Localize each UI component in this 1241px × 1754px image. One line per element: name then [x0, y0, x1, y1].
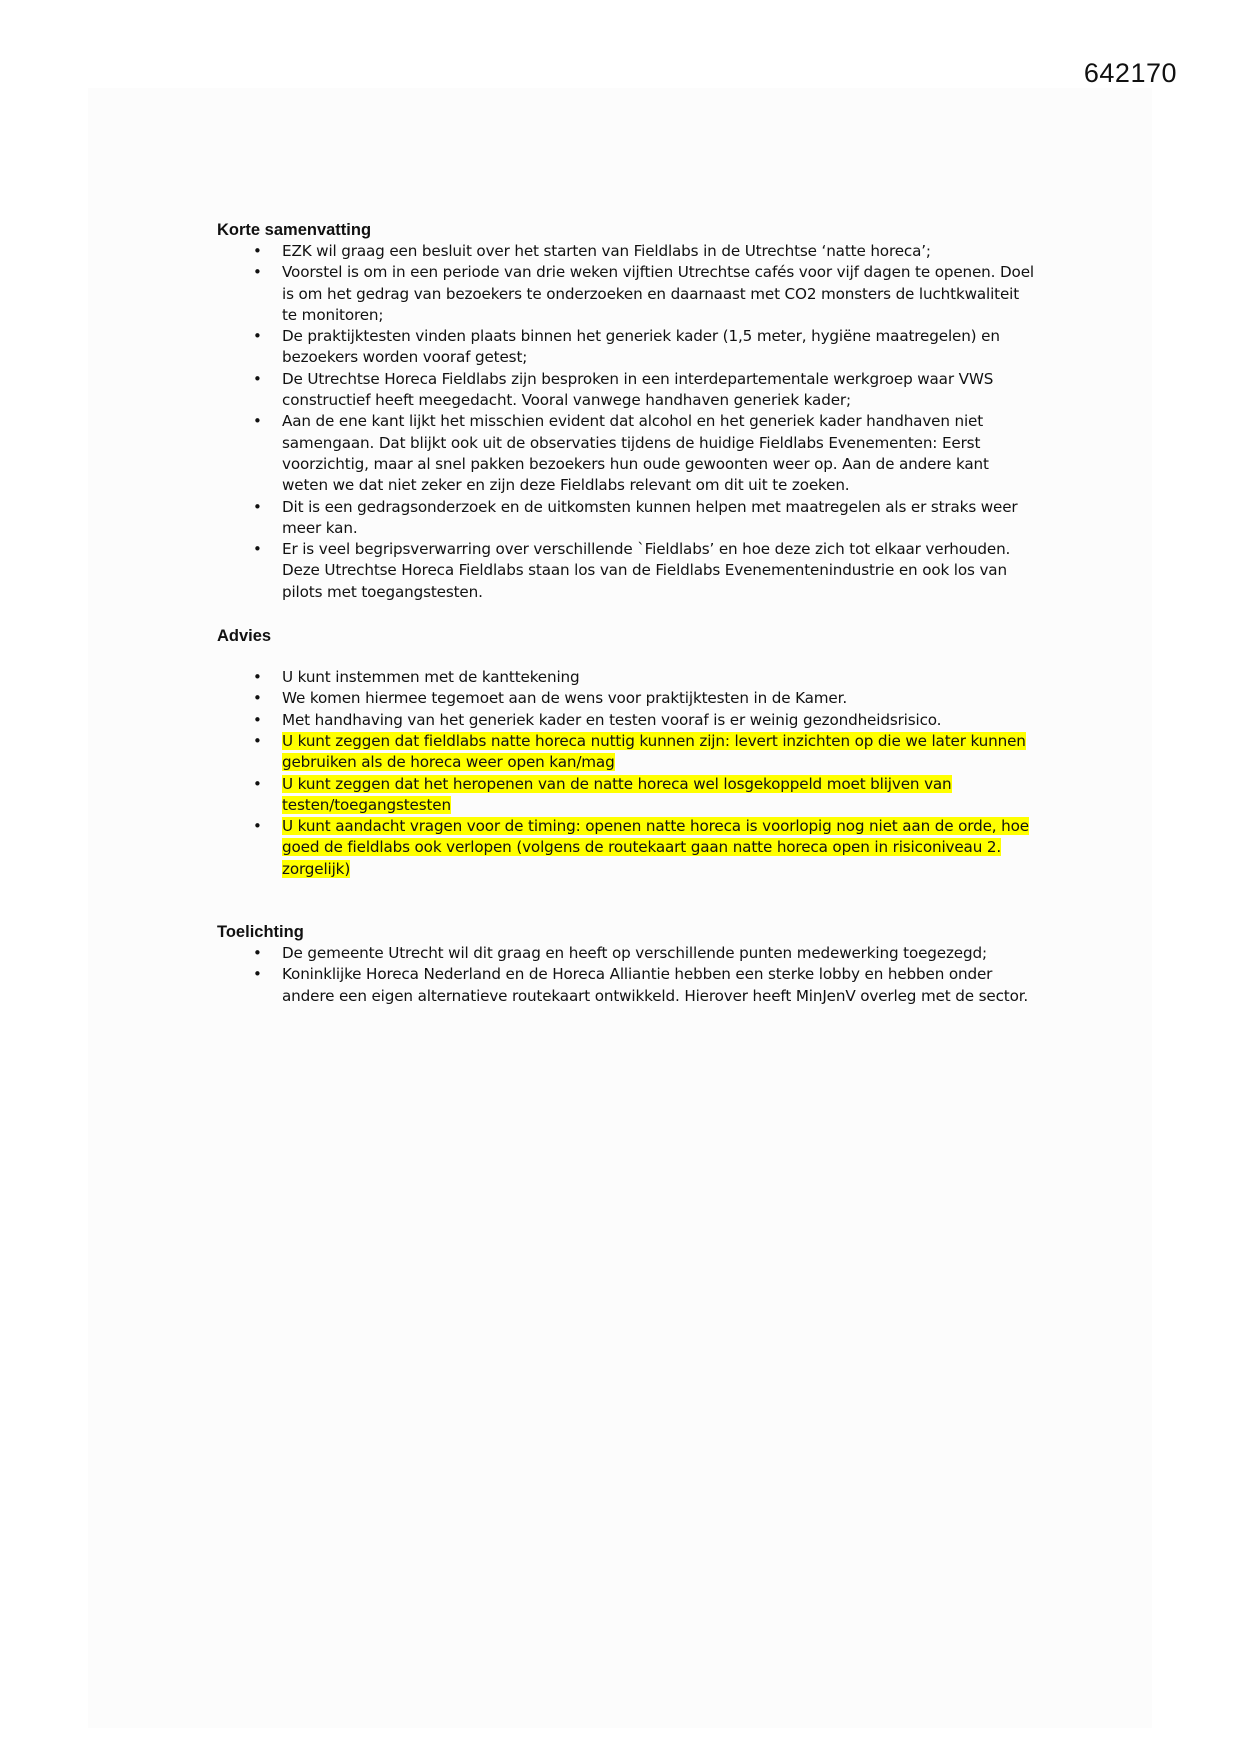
list-item-text: We komen hiermee tegemoet aan de wens voor praktijktesten in de Kamer. — [282, 689, 847, 708]
highlighted-text: U kunt aandacht vragen voor de timing: openen natte horeca is voorlopig nog niet aan de orde, hoe goed de fieldlabs ook verlopen (volgens de routekaart gaan natte horeca open in risiconiveau 2. zorgelijk) — [282, 817, 1029, 878]
list-item — [217, 497, 1037, 540]
list-item — [217, 667, 1037, 688]
bullet-icon: • — [253, 540, 262, 559]
bullet-icon: • — [253, 944, 262, 963]
bullet-icon: • — [253, 731, 262, 750]
list-item-highlighted — [217, 774, 1037, 817]
highlighted-text: U kunt zeggen dat fieldlabs natte horeca nuttig kunnen zijn: levert inzichten op die we later kunnen gebruiken als de horeca weer open kan/mag — [282, 731, 1026, 772]
bullet-icon: • — [253, 263, 262, 282]
list-item-text: Aan de ene kant lijkt het misschien evident dat alcohol en het generiek kader handhaven niet samengaan. Dat blijkt ook uit de observaties tijdens de huidige Fieldlabs Evenementen: Eerst voorzichtig, maar al snel pakken bezoekers hun oude gewoonten weer op. Aan de andere kant weten we dat niet zeker en zijn deze Fieldlabs relevant om dit uit te zoeken. — [282, 412, 989, 495]
list-item-text: De gemeente Utrecht wil dit graag en heeft op verschillende punten medewerking toegezegd; — [282, 944, 987, 963]
list-item-text: Koninklijke Horeca Nederland en de Horeca Alliantie hebben een sterke lobby en hebben onder andere een eigen alternatieve routekaart ontwikkeld. Hierover heeft MinJenV overleg met de sector. — [282, 965, 1029, 1005]
list-item — [217, 241, 1037, 262]
bullet-icon: • — [253, 689, 262, 708]
explanation-list — [217, 943, 1037, 1007]
list-item — [217, 539, 1037, 603]
list-item — [217, 943, 1037, 964]
bullet-icon: • — [253, 668, 262, 687]
document-id: 642170 — [1083, 58, 1177, 88]
bullet-icon: • — [253, 412, 262, 431]
bullet-icon: • — [253, 774, 262, 793]
list-item-text: Er is veel begripsverwarring over verschillende `Fieldlabs’ en hoe deze zich tot elkaar verhouden. Deze Utrechtse Horeca Fieldlabs staan los van de Fieldlabs Evenementenindustrie en ook los van pilots met toegangstesten. — [282, 540, 1011, 601]
list-item — [217, 710, 1037, 731]
list-item — [217, 411, 1037, 496]
list-item-text: U kunt instemmen met de kanttekening — [282, 668, 580, 687]
list-item-text: EZK wil graag een besluit over het starten van Fieldlabs in de Utrechtse ‘natte horeca’; — [282, 242, 931, 260]
list-item — [217, 369, 1037, 412]
bullet-icon: • — [253, 369, 262, 388]
list-item — [217, 262, 1037, 326]
bullet-icon: • — [253, 242, 262, 260]
bullet-icon: • — [253, 327, 262, 346]
list-item-text: Dit is een gedragsonderzoek en de uitkomsten kunnen helpen met maatregelen als er straks weer meer kan. — [282, 497, 1018, 537]
list-item-text: De praktijktesten vinden plaats binnen het generiek kader (1,5 meter, hygiëne maatregelen) en bezoekers worden vooraf getest; — [282, 327, 1000, 367]
bullet-icon: • — [253, 965, 262, 984]
list-item-text: Met handhaving van het generiek kader en testen vooraf is er weinig gezondheidsrisico. — [282, 710, 942, 729]
summary-list — [217, 241, 1037, 603]
list-item-highlighted — [217, 816, 1037, 880]
section-title-toelichting: Toelichting — [217, 923, 304, 942]
section-title-korte-samenvatting: Korte samenvatting — [217, 221, 372, 239]
list-item — [217, 326, 1037, 369]
list-item-text: Voorstel is om in een periode van drie weken vijftien Utrechtse cafés voor vijf dagen te openen. Doel is om het gedrag van bezoekers te onderzoeken en daarnaast met CO2 monsters de luchtkwaliteit te monitoren; — [282, 263, 1034, 324]
document-content — [217, 219, 1037, 1007]
list-item-text: De Utrechtse Horeca Fieldlabs zijn besproken in een interdepartementale werkgroep waar VWS constructief heeft meegedacht. Vooral vanwege handhaven generiek kader; — [282, 369, 994, 410]
section-title-advies: Advies — [217, 627, 272, 646]
bullet-icon: • — [253, 497, 262, 516]
advice-list — [217, 667, 1037, 880]
list-item-highlighted — [217, 731, 1037, 774]
bullet-icon: • — [253, 710, 262, 729]
list-item — [217, 964, 1037, 1007]
bullet-icon: • — [253, 817, 262, 836]
highlighted-text: U kunt zeggen dat het heropenen van de natte horeca wel losgekoppeld moet blijven van testen/toegangstesten — [282, 774, 952, 814]
list-item — [217, 688, 1037, 709]
